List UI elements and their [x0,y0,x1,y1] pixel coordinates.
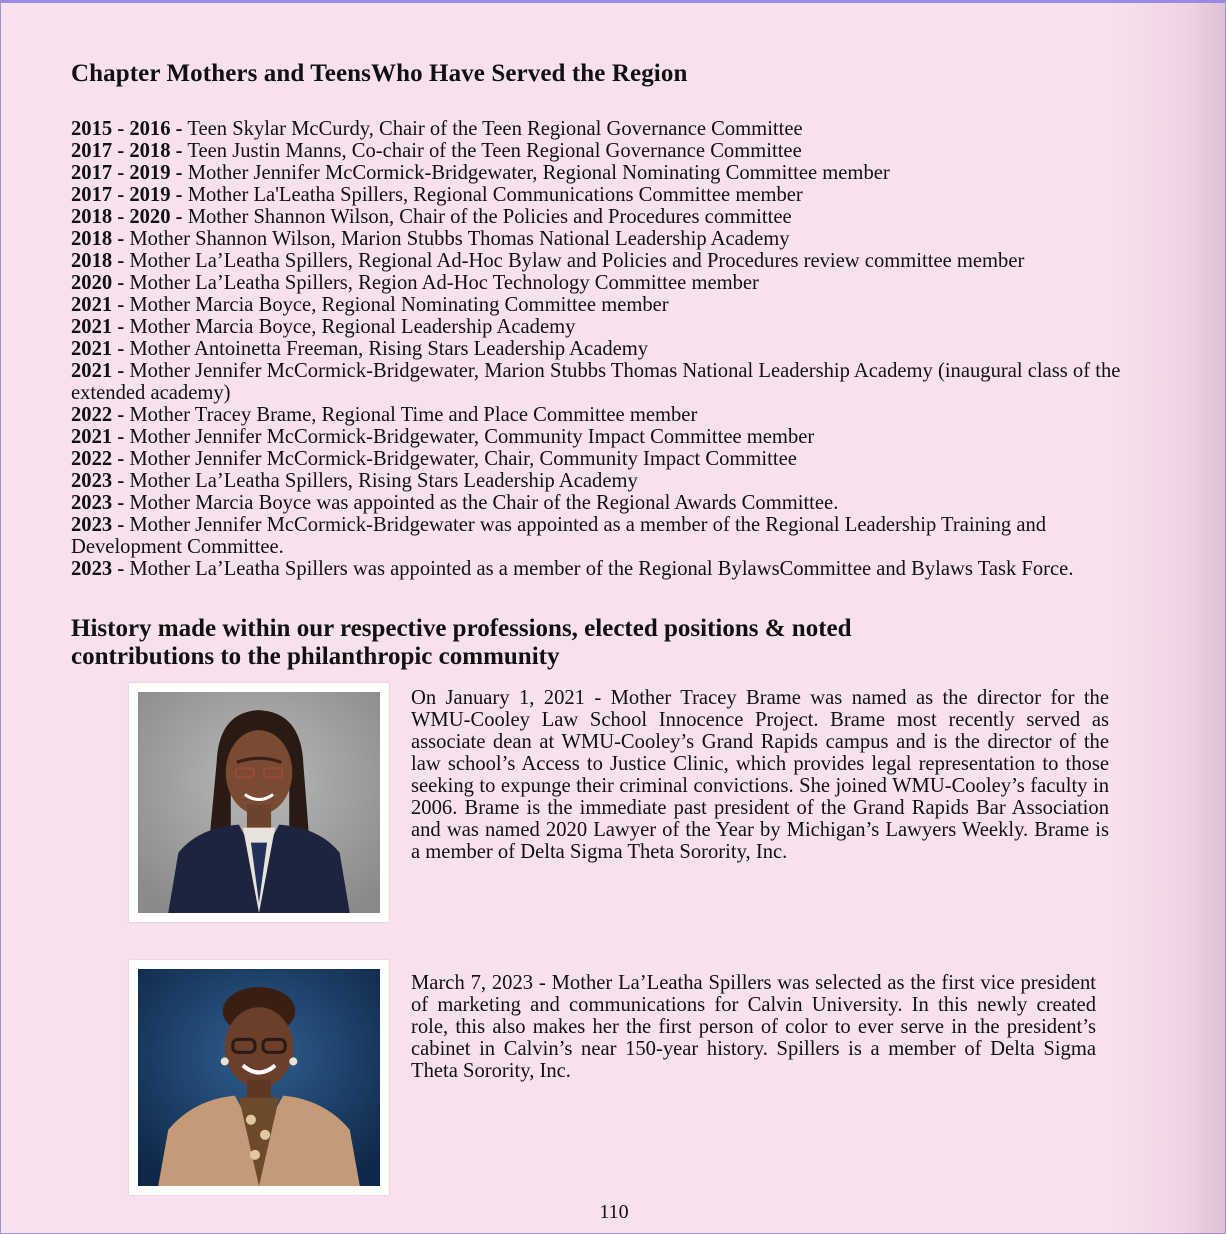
service-entry [71,140,1141,162]
entry-years: 2021 - [71,426,125,448]
entry-text: Mother Marcia Boyce was appointed as the Chair of the Regional Awards Committee. [124,492,839,514]
service-list [71,118,1141,580]
entry-text: Teen Skylar McCurdy, Chair of the Teen Regional Governance Committee [182,118,803,140]
entry-text: Teen Justin Manns, Co-chair of the Teen Regional Governance Committee [182,140,802,162]
entry-years: 2018 - [71,250,125,272]
service-entry [71,228,1141,250]
service-entry [71,514,1141,558]
entry-years: 2023 - [71,514,125,536]
service-entry [71,206,1141,228]
service-entry [71,448,1141,470]
entry-years: 2021 - [71,294,125,316]
entry-text: Mother Shannon Wilson, Chair of the Policies and Procedures committee [182,206,792,228]
entry-text: Mother Tracey Brame, Regional Time and Place Committee member [124,404,698,426]
portrait-image [138,692,380,913]
entry-years: 2022 - [71,404,125,426]
entry-years: 2023 - [71,558,125,580]
section-title-chapter-mothers: Chapter Mothers and TeensWho Have Served the Region [71,60,688,87]
entry-text: Mother Antoinetta Freeman, Rising Stars Leadership Academy [124,338,649,360]
service-entry [71,118,1141,140]
entry-text: Mother La’Leatha Spillers was appointed as a member of the Regional BylawsCommittee and Bylaws Task Force. [124,558,1074,580]
service-entry [71,184,1141,206]
entry-text: Mother La’Leatha Spillers, Rising Stars Leadership Academy [124,470,638,492]
entry-years: 2021 - [71,316,125,338]
entry-years: 2022 - [71,448,125,470]
entry-text: Mother La’Leatha Spillers, Regional Ad-Hoc Bylaw and Policies and Procedures review committee member [124,250,1025,272]
entry-text: Mother Shannon Wilson, Marion Stubbs Thomas National Leadership Academy [124,228,790,250]
entry-years: 2023 - [71,492,125,514]
portrait-photo-brame [129,683,389,922]
service-entry [71,272,1141,294]
service-entry [71,162,1141,184]
entry-text: Mother La'Leatha Spillers, Regional Communications Committee member [182,184,803,206]
entry-years: 2020 - [71,272,125,294]
entry-years: 2017 - 2018 - [71,140,183,162]
entry-years: 2015 - 2016 - [71,118,183,140]
entry-years: 2021 - [71,360,125,382]
service-entry [71,426,1141,448]
service-entry [71,470,1141,492]
portrait-image [138,969,380,1186]
entry-years: 2021 - [71,338,125,360]
service-entry [71,250,1141,272]
portrait-photo-spillers [129,960,389,1195]
entry-text: Mother Marcia Boyce, Regional Leadership Academy [124,316,576,338]
bio-spillers: March 7, 2023 - Mother La’Leatha Spillers was selected as the first vice president of marketing and communications for Calvin University. In this newly created role, this also makes her the first person of color to ever serve in the president’s cabinet in Calvin’s near 150-year history. Spillers is a member of Delta Sigma Theta Sorority, Inc. [411,972,1096,1082]
entry-years: 2018 - [71,228,125,250]
service-entry [71,338,1141,360]
service-entry [71,316,1141,338]
bio-brame: On January 1, 2021 - Mother Tracey Brame was named as the director for the WMU-Cooley Law School Innocence Project. Brame most recently served as associate dean at WMU-Cooley’s Grand Rapids campus and is the director of the law school’s Access to Justice Clinic, which provides legal representation to those seeking to expunge their criminal convictions. She joined WMU-Cooley’s faculty in 2006. Brame is the immediate past president of the Grand Rapids Bar Association and was named 2020 Lawyer of the Year by Michigan’s Lawyers Weekly. Brame is a member of Delta Sigma Theta Sorority, Inc. [411,687,1109,863]
entry-text: Mother La’Leatha Spillers, Region Ad-Hoc Technology Committee member [124,272,759,294]
entry-text: Mother Jennifer McCormick-Bridgewater was appointed as a member of the Regional Leadership Training and Development Committee. [71,514,1047,558]
service-entry [71,294,1141,316]
entry-years: 2017 - 2019 - [71,162,183,184]
entry-text: Mother Jennifer McCormick-Bridgewater, Chair, Community Impact Committee [124,448,797,470]
service-entry [71,404,1141,426]
entry-text: Mother Jennifer McCormick-Bridgewater, Marion Stubbs Thomas National Leadership Academy (inaugural class of the extended academy) [71,360,1121,404]
entry-text: Mother Marcia Boyce, Regional Nominating Committee member [124,294,669,316]
entry-years: 2023 - [71,470,125,492]
entry-years: 2017 - 2019 - [71,184,183,206]
entry-years: 2018 - 2020 - [71,206,183,228]
page-number: 110 [599,1201,629,1223]
service-entry [71,360,1141,404]
service-entry [71,558,1141,580]
entry-text: Mother Jennifer McCormick-Bridgewater, Regional Nominating Committee member [182,162,890,184]
service-entry [71,492,1141,514]
section-title-history: History made within our respective professions, elected positions & noted contributions to the philanthropic community [71,615,852,670]
entry-text: Mother Jennifer McCormick-Bridgewater, Community Impact Committee member [124,426,815,448]
